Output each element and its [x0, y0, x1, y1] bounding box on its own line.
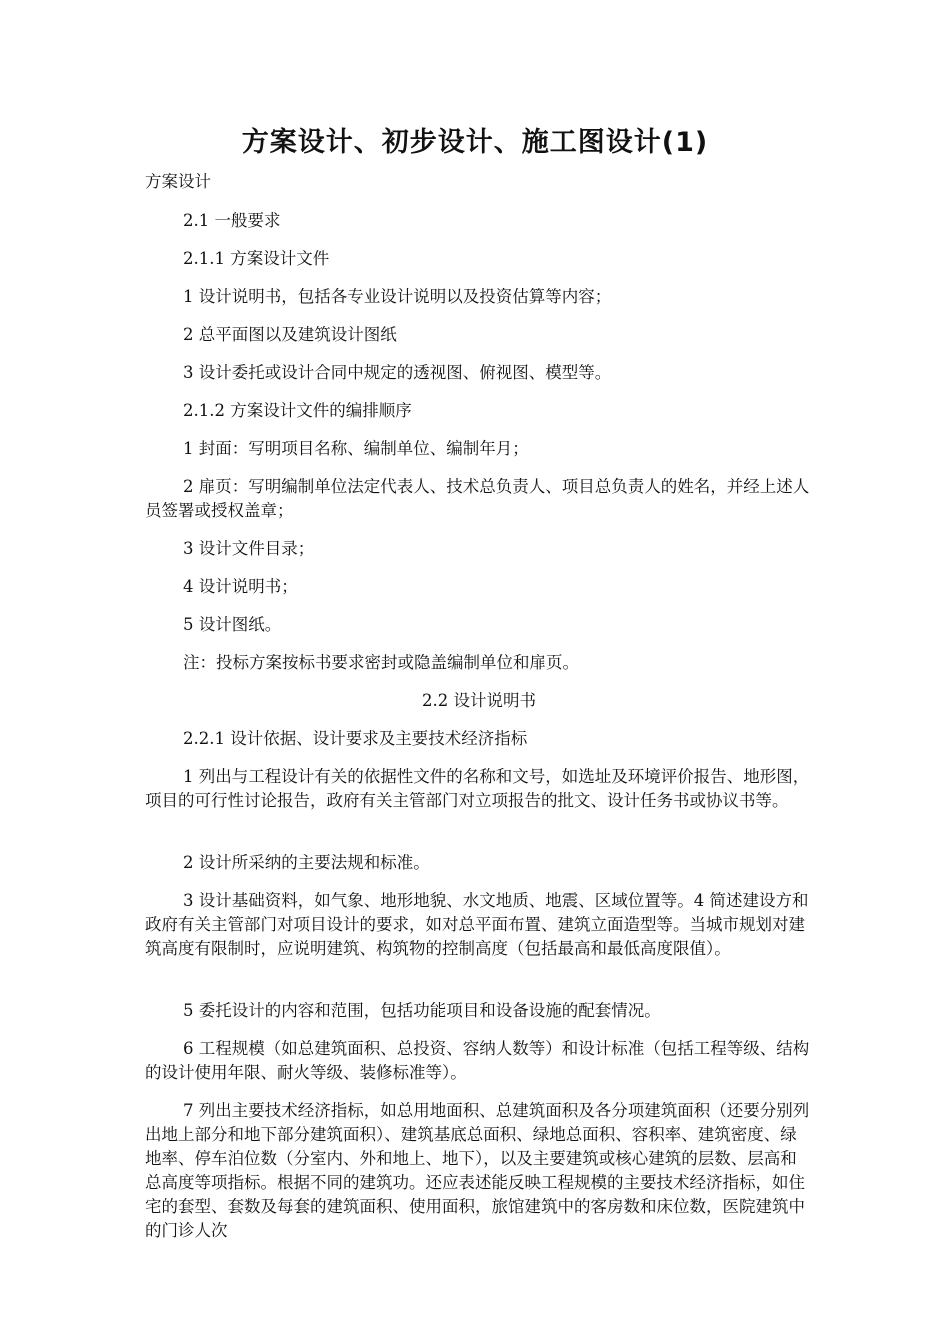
note: 注：投标方案按标书要求密封或隐盖编制单位和扉页。 [183, 653, 579, 672]
paragraph: 3 设计委托或设计合同中规定的透视图、俯视图、模型等。 [183, 363, 612, 382]
subsection-heading: 2.1.2 方案设计文件的编排顺序 [183, 401, 412, 420]
document-body [145, 170, 813, 1243]
subsection-heading: 2.2.1 设计依据、设计要求及主要技术经济指标 [183, 729, 528, 748]
subsection-heading: 2.1.1 方案设计文件 [183, 249, 330, 268]
paragraph: 2 总平面图以及建筑设计图纸 [183, 325, 397, 344]
paragraph: 3 设计文件目录； [183, 539, 315, 558]
section-heading: 方案设计 [145, 172, 211, 191]
paragraph: 1 封面：写明项目名称、编制单位、编制年月； [183, 439, 529, 458]
paragraph: 1 列出与工程设计有关的依据性文件的名称和文号，如选址及环境评价报告、地形图，项目的可行性讨论报告，政府有关主管部门对立项报告的批文、设计任务书或协议书等。 [145, 767, 810, 810]
paragraph: 4 设计说明书； [183, 577, 298, 596]
paragraph: 2 扉页：写明编制单位法定代表人、技术总负责人、项目总负责人的姓名，并经上述人员签署或授权盖章； [145, 477, 810, 520]
paragraph: 2 设计所采纳的主要法规和标准。 [183, 853, 430, 872]
paragraph: 1 设计说明书，包括各专业设计说明以及投资估算等内容； [183, 287, 612, 306]
subsection-heading: 2.1 一般要求 [183, 211, 281, 230]
page-title: 方案设计、初步设计、施工图设计(1) [241, 127, 709, 158]
paragraph: 7 列出主要技术经济指标，如总用地面积、总建筑面积及各分项建筑面积（还要分别列出地上部分和地下部分建筑面积）、建筑基底总面积、绿地总面积、容积率、建筑密度、绿地率、停车泊位数（分室内、外和地上、地下），以及主要建筑或核心建筑的层数、层高和总高度等项指标。根据不同的建筑功。还应表述能反映工程规模的主要技术经济指标，如住宅的套型、套数及每套的建筑面积、使用面积，旅馆建筑中的客房数和床位数，医院建筑中的门诊人次 [145, 1101, 810, 1240]
paragraph: 5 设计图纸。 [183, 615, 282, 634]
paragraph: 5 委托设计的内容和范围，包括功能项目和设备设施的配套情况。 [183, 1001, 661, 1020]
subsection-heading: 2.2 设计说明书 [422, 691, 536, 710]
paragraph: 6 工程规模（如总建筑面积、总投资、容纳人数等）和设计标准（包括工程等级、结构的设计使用年限、耐火等级、装修标准等）。 [145, 1039, 810, 1082]
paragraph: 3 设计基础资料，如气象、地形地貌、水文地质、地震、区域位置等。4 简述建设方和政府有关主管部门对项目设计的要求，如对总平面布置、建筑立面造型等。当城市规划对建筑高度有限制时，应说明建筑、构筑物的控制高度（包括最高和最低高度限值）。 [145, 891, 809, 958]
